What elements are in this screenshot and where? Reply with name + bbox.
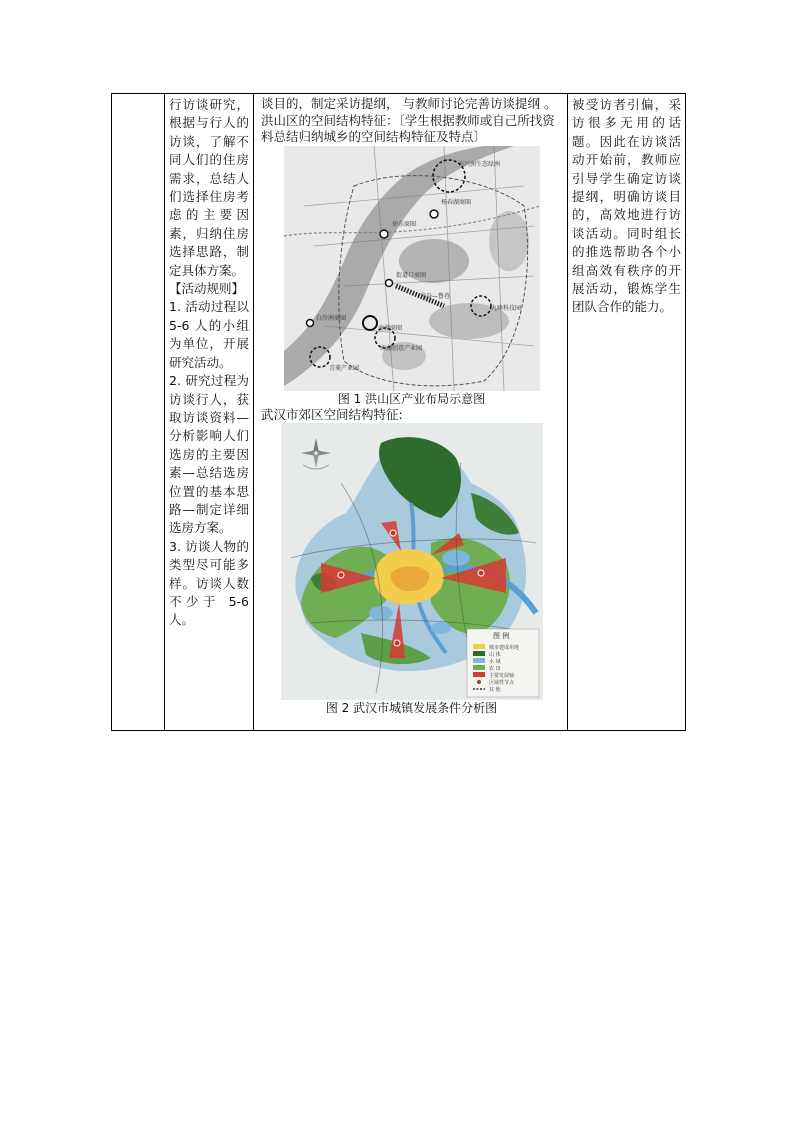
label-nanhu-creative: 南湖创意产业园 — [379, 344, 422, 352]
legend-item-2: 山 体 — [488, 652, 501, 658]
legend-title: 图 例 — [492, 632, 509, 640]
activity-intro: 行访谈研究，根据与行人的访谈，了解不同人们的住房需求，总结人们选择住房考虑的主要因素，归纳住房选择思路，制定具体方案。 — [169, 97, 249, 278]
empty-cell — [112, 94, 165, 731]
hongshan-industry-map — [284, 146, 540, 391]
label-baishazhou: 白沙洲商圈 — [315, 314, 346, 322]
figure-2-intro: 武汉市郊区空间结构特征: — [261, 406, 403, 422]
lesson-plan-table — [111, 93, 686, 731]
design-intent-text: 被受访者引偏，采访很多无用的话题。因此在访谈活动开始前，教师应引导学生确定访谈提纲，明确访谈目的，高效地进行访谈活动。同时组长的推选帮助各个小组高效有秩序的开展活动，锻炼学生团队合作的能力。 — [572, 97, 681, 315]
rule-1: 1. 活动过程以 5-6 人的小组为单位，开展研究活动。 — [169, 299, 249, 370]
wuhan-development-map — [281, 423, 543, 700]
label-tianxingzhou: 天兴洲生态绿洲 — [457, 160, 500, 168]
label-nanhu: 南湖商圈 — [377, 324, 402, 332]
legend-item-5: 主要发展轴 — [488, 673, 514, 679]
figure-2-caption: 图 2 武汉市城镇发展条件分析图 — [325, 701, 498, 715]
figure-1-caption: 图 1 洪山区产业布局示意图 — [337, 391, 486, 406]
process-cell — [254, 94, 568, 731]
rule-2: 2. 研究过程为 访谈行人，获取访谈资料—分析影响人们选房的主要因素—总结选房位置的基本思路—制定详细选房方案。 — [169, 373, 249, 536]
map-legend — [467, 629, 539, 697]
rules-title: 【活动规则】 — [169, 281, 245, 297]
design-intent-cell — [568, 94, 686, 731]
process-line-2: 洪山区的空间结构特征：〔学生根据教师或自己所找资料总结归纳城乡的空间结构特征及特点〕 — [261, 112, 555, 144]
legend-item-4: 农 田 — [488, 666, 501, 672]
label-yangchunhu: 杨春湖商圈 — [440, 198, 471, 206]
label-jiufeng: 九峰科技园 — [490, 304, 521, 312]
legend-item-6: 区域性节点 — [488, 680, 514, 686]
label-xudong: 徐东商圈 — [391, 220, 416, 228]
process-line-1: 谈目的，制定采访提纲， 与教师讨论完善访谈提纲 。 — [261, 96, 557, 111]
legend-item-1: 城市建成用地 — [488, 645, 519, 651]
legend-item-7: 其 他 — [488, 687, 501, 693]
label-guanggu: 光谷—鲁巷 — [419, 292, 450, 300]
activity-cell — [165, 94, 254, 731]
legend-item-3: 水 域 — [488, 659, 501, 665]
label-qingling: 青菱产业园 — [328, 364, 359, 372]
label-jiedaokou: 街道口商圈 — [395, 271, 426, 279]
rule-3: 3. 访谈人物的类型尽可能多样。访谈人数不少于 5-6 人。 — [169, 538, 249, 628]
